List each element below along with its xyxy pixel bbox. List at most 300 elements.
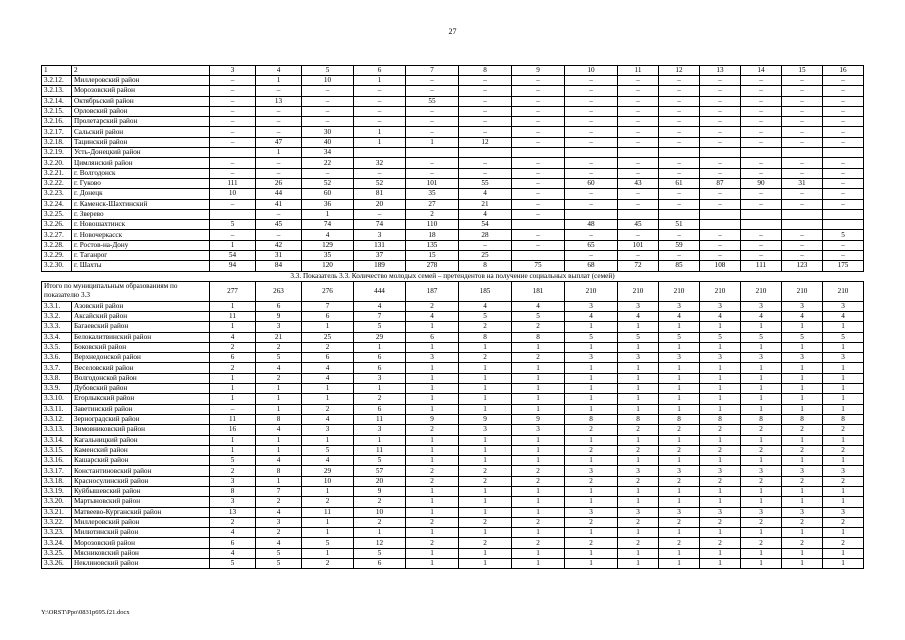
table-row [42,342,864,352]
row-name-cell: Каменский район [72,445,210,455]
value-cell: 3 [659,507,700,517]
section-title: 3.3. Показатель 3.3. Количество молодых семей – претендентов на получение социальных выплат (семей) [42,271,864,281]
table-row [42,476,864,486]
value-cell: 30 [302,127,354,137]
value-cell: 1 [256,148,302,158]
value-cell: 35 [302,251,354,261]
value-cell: 5 [700,332,741,342]
value-cell: 9 [406,414,459,424]
value-cell: 1 [302,548,354,558]
value-cell: 3 [256,322,302,332]
value-cell: – [302,86,354,96]
value-cell: – [618,189,659,199]
column-number-cell: 2 [72,66,210,76]
value-cell: 4 [210,548,256,558]
table-row [42,486,864,496]
value-cell: 5 [302,538,354,548]
value-cell: – [459,106,512,116]
value-cell: 4 [256,538,302,548]
value-cell: 2 [256,497,302,507]
value-cell: 2 [618,538,659,548]
value-cell: – [700,76,741,86]
value-cell: – [741,86,782,96]
value-cell: 54 [210,251,256,261]
row-name-cell: Мартыновский район [72,497,210,507]
row-name-cell: Миллеровский район [72,517,210,527]
value-cell: 2 [210,517,256,527]
value-cell: 5 [823,332,864,342]
value-cell: 5 [302,445,354,455]
value-cell: 1 [659,497,700,507]
value-cell: 3 [565,353,618,363]
value-cell: – [659,189,700,199]
value-cell: 1 [741,456,782,466]
value-cell: 2 [618,445,659,455]
value-cell: 52 [354,178,406,188]
value-cell [210,148,256,158]
value-cell: 8 [823,414,864,424]
value-cell: 1 [782,394,823,404]
value-cell: – [406,127,459,137]
value-cell: 25 [302,332,354,342]
value-cell: 1 [565,548,618,558]
value-cell: 21 [459,199,512,209]
value-cell: 3 [741,507,782,517]
value-cell: 1 [565,528,618,538]
row-name-cell: Белокалитвинский район [72,332,210,342]
value-cell: 1 [256,384,302,394]
value-cell: 1 [618,486,659,496]
value-cell: – [741,96,782,106]
value-cell: 1 [741,486,782,496]
value-cell: 1 [512,342,565,352]
value-cell: 5 [565,332,618,342]
row-name-cell: Неклиновский район [72,559,210,569]
value-cell: 61 [659,178,700,188]
table-row [42,363,864,373]
value-cell: – [512,76,565,86]
value-cell: 2 [459,353,512,363]
value-cell: 1 [210,240,256,250]
value-cell: 2 [406,425,459,435]
value-cell: 3 [659,301,700,311]
value-cell: 1 [823,373,864,383]
value-cell: 1 [700,528,741,538]
column-number-cell: 13 [700,66,741,76]
value-cell [512,220,565,230]
value-cell: 1 [406,507,459,517]
data-table [41,65,864,569]
row-name-cell: г. Гуково [72,178,210,188]
value-cell: 20 [354,199,406,209]
value-cell: 2 [741,445,782,455]
value-cell: 1 [823,497,864,507]
value-cell: – [741,106,782,116]
value-cell: 1 [210,373,256,383]
total-value-cell: 263 [256,281,302,301]
value-cell: 1 [459,559,512,569]
table-row [42,96,864,106]
value-cell: 2 [565,445,618,455]
table-row [42,86,864,96]
value-cell: 3 [741,301,782,311]
value-cell: – [256,117,302,127]
row-name-cell: Орловский район [72,106,210,116]
value-cell: – [700,127,741,137]
value-cell: 10 [210,189,256,199]
value-cell: 10 [354,507,406,517]
row-name-cell: Кагальницкий район [72,435,210,445]
value-cell: – [823,117,864,127]
value-cell [618,209,659,219]
value-cell: 1 [512,445,565,455]
value-cell: – [782,117,823,127]
value-cell: 4 [302,230,354,240]
value-cell: 1 [741,404,782,414]
value-cell: – [565,189,618,199]
value-cell: 57 [354,466,406,476]
value-cell: – [700,189,741,199]
row-number-cell: 3.2.17. [42,127,72,137]
value-cell: 4 [210,332,256,342]
value-cell [354,148,406,158]
value-cell: 1 [618,384,659,394]
value-cell: 2 [823,425,864,435]
value-cell: – [823,127,864,137]
value-cell: – [782,168,823,178]
value-cell: 4 [354,301,406,311]
value-cell: 2 [302,497,354,507]
value-cell: 2 [618,476,659,486]
value-cell: – [354,106,406,116]
value-cell: 2 [354,394,406,404]
value-cell: – [459,86,512,96]
total-value-cell: 210 [741,281,782,301]
value-cell: 5 [210,220,256,230]
value-cell: 37 [354,251,406,261]
value-cell: 1 [741,363,782,373]
value-cell: 1 [406,137,459,147]
value-cell: – [823,189,864,199]
value-cell: – [782,189,823,199]
table-row [42,548,864,558]
value-cell: 12 [354,538,406,548]
row-name-cell: Сальский район [72,127,210,137]
table-row [42,311,864,321]
value-cell: – [565,106,618,116]
value-cell: 1 [459,384,512,394]
value-cell: – [618,96,659,106]
value-cell: 1 [782,322,823,332]
value-cell: – [512,209,565,219]
value-cell: 3 [700,466,741,476]
value-cell: 13 [210,507,256,517]
value-cell: 1 [782,373,823,383]
row-name-cell: г. Донецк [72,189,210,199]
row-number-cell: 3.2.18. [42,137,72,147]
column-number-cell: 12 [659,66,700,76]
value-cell: 5 [354,456,406,466]
row-name-cell: Егорлыкский район [72,394,210,404]
value-cell: 8 [210,486,256,496]
value-cell: 60 [565,178,618,188]
row-number-cell: 3.3.14. [42,435,72,445]
table-row [42,435,864,445]
value-cell: 6 [354,363,406,373]
column-number-cell: 5 [302,66,354,76]
row-number-cell: 3.3.25. [42,548,72,558]
value-cell: 1 [741,394,782,404]
value-cell: 2 [354,497,406,507]
value-cell: 20 [354,476,406,486]
value-cell [823,209,864,219]
value-cell: 1 [782,456,823,466]
value-cell: – [618,117,659,127]
value-cell: 3 [741,466,782,476]
value-cell: 1 [700,404,741,414]
value-cell [659,148,700,158]
value-cell: 1 [782,342,823,352]
value-cell: – [512,199,565,209]
value-cell: 1 [741,342,782,352]
row-name-cell: Мясниковский район [72,548,210,558]
row-number-cell: 3.3.13. [42,425,72,435]
value-cell: – [741,230,782,240]
value-cell: 1 [659,435,700,445]
value-cell: 3 [406,353,459,363]
value-cell: – [659,168,700,178]
row-number-cell: 3.2.12. [42,76,72,86]
value-cell: 72 [618,261,659,271]
value-cell: – [741,137,782,147]
value-cell: 1 [210,384,256,394]
value-cell: 2 [459,466,512,476]
value-cell: 2 [700,425,741,435]
value-cell: 1 [302,435,354,445]
row-number-cell: 3.3.23. [42,528,72,538]
value-cell: – [659,76,700,86]
value-cell: 2 [406,466,459,476]
value-cell: 8 [659,414,700,424]
value-cell: 1 [823,528,864,538]
value-cell: 1 [459,435,512,445]
value-cell: 1 [512,548,565,558]
row-number-cell: 3.3.11. [42,404,72,414]
value-cell: – [618,127,659,137]
value-cell: 6 [302,353,354,363]
table-row [42,220,864,230]
value-cell: 1 [256,445,302,455]
value-cell: 1 [406,322,459,332]
value-cell: – [512,240,565,250]
value-cell: 4 [659,311,700,321]
value-cell: 94 [210,261,256,271]
total-value-cell: 210 [618,281,659,301]
value-cell: 1 [618,373,659,383]
value-cell: 3 [354,373,406,383]
value-cell: – [256,168,302,178]
value-cell: 1 [782,528,823,538]
value-cell: 2 [406,301,459,311]
value-cell: – [256,86,302,96]
row-number-cell: 3.2.20. [42,158,72,168]
value-cell: – [354,209,406,219]
value-cell: – [256,230,302,240]
value-cell: 5 [618,332,659,342]
value-cell: – [512,137,565,147]
value-cell: 3 [782,507,823,517]
table-row [42,240,864,250]
value-cell: 2 [659,445,700,455]
value-cell: 1 [512,559,565,569]
value-cell: 8 [256,414,302,424]
value-cell: 3 [210,476,256,486]
value-cell: – [406,86,459,96]
value-cell: 3 [459,425,512,435]
value-cell: 54 [459,220,512,230]
value-cell: – [512,127,565,137]
value-cell: 1 [659,394,700,404]
value-cell: 3 [700,353,741,363]
total-value-cell: 277 [210,281,256,301]
value-cell: 1 [659,486,700,496]
value-cell: – [659,230,700,240]
value-cell [741,220,782,230]
value-cell: 8 [741,414,782,424]
value-cell: 1 [659,342,700,352]
row-number-cell: 3.3.5. [42,342,72,352]
value-cell: 1 [659,559,700,569]
value-cell: 47 [256,137,302,147]
value-cell: – [459,240,512,250]
value-cell: 1 [512,373,565,383]
row-number-cell: 3.2.21. [42,168,72,178]
value-cell: 101 [618,240,659,250]
value-cell: – [618,137,659,147]
value-cell: – [659,251,700,261]
value-cell: 1 [354,137,406,147]
value-cell: 1 [782,384,823,394]
value-cell: 1 [406,404,459,414]
value-cell: 4 [741,311,782,321]
value-cell: 1 [302,517,354,527]
value-cell: – [618,230,659,240]
value-cell: 9 [459,414,512,424]
value-cell: 84 [256,261,302,271]
value-cell: 1 [512,363,565,373]
value-cell: 1 [406,559,459,569]
value-cell: 1 [210,301,256,311]
value-cell: 2 [302,404,354,414]
value-cell: 5 [210,456,256,466]
value-cell: – [354,96,406,106]
row-name-cell: Заветинский район [72,404,210,414]
table-row [42,148,864,158]
table-row [42,189,864,199]
value-cell: 1 [302,486,354,496]
value-cell: 1 [700,322,741,332]
value-cell: 1 [302,394,354,404]
value-cell: 3 [354,425,406,435]
value-cell: 1 [823,363,864,373]
row-number-cell: 3.3.17. [42,466,72,476]
row-name-cell: Зимовниковский район [72,425,210,435]
value-cell: – [700,86,741,96]
row-number-cell: 3.2.26. [42,220,72,230]
value-cell: 28 [459,230,512,240]
table-row [42,425,864,435]
value-cell: – [741,168,782,178]
row-name-cell: Октябрьский район [72,96,210,106]
value-cell: 1 [406,373,459,383]
value-cell: – [700,168,741,178]
value-cell: 1 [618,322,659,332]
value-cell [823,220,864,230]
value-cell: 2 [741,476,782,486]
value-cell: 1 [659,456,700,466]
value-cell [782,209,823,219]
value-cell: – [782,76,823,86]
value-cell: – [565,230,618,240]
value-cell: 4 [210,528,256,538]
row-name-cell: Аксайский район [72,311,210,321]
value-cell: 2 [700,476,741,486]
value-cell: – [659,86,700,96]
value-cell: 1 [782,548,823,558]
value-cell: 1 [354,528,406,538]
column-number-cell: 14 [741,66,782,76]
value-cell: 27 [406,199,459,209]
value-cell: 1 [459,394,512,404]
value-cell: – [782,230,823,240]
value-cell: 25 [459,251,512,261]
value-cell: 2 [618,517,659,527]
value-cell: 2 [741,425,782,435]
value-cell: 1 [565,435,618,445]
row-name-cell: Усть-Донецкий район [72,148,210,158]
value-cell: 3 [354,230,406,240]
value-cell: 5 [782,332,823,342]
row-number-cell: 3.3.10. [42,394,72,404]
value-cell: – [256,209,302,219]
value-cell: 75 [512,261,565,271]
value-cell: 2 [459,517,512,527]
value-cell: – [700,158,741,168]
row-name-cell: Кашарский район [72,456,210,466]
value-cell: 1 [210,445,256,455]
value-cell: 1 [354,127,406,137]
row-number-cell: 3.3.12. [42,414,72,424]
row-number-cell: 3.3.4. [42,332,72,342]
value-cell [512,148,565,158]
row-number-cell: 3.3.21. [42,507,72,517]
value-cell: 3 [823,507,864,517]
value-cell: 1 [459,456,512,466]
value-cell: – [823,199,864,209]
table-row [42,373,864,383]
table-row [42,528,864,538]
total-value-cell: 185 [459,281,512,301]
value-cell: 1 [618,528,659,538]
value-cell: 1 [823,435,864,445]
value-cell: 2 [823,445,864,455]
row-name-cell: Волгодонской район [72,373,210,383]
value-cell: 2 [782,445,823,455]
value-cell: 1 [823,322,864,332]
value-cell: – [659,158,700,168]
value-cell: 1 [459,497,512,507]
value-cell: 3 [256,517,302,527]
